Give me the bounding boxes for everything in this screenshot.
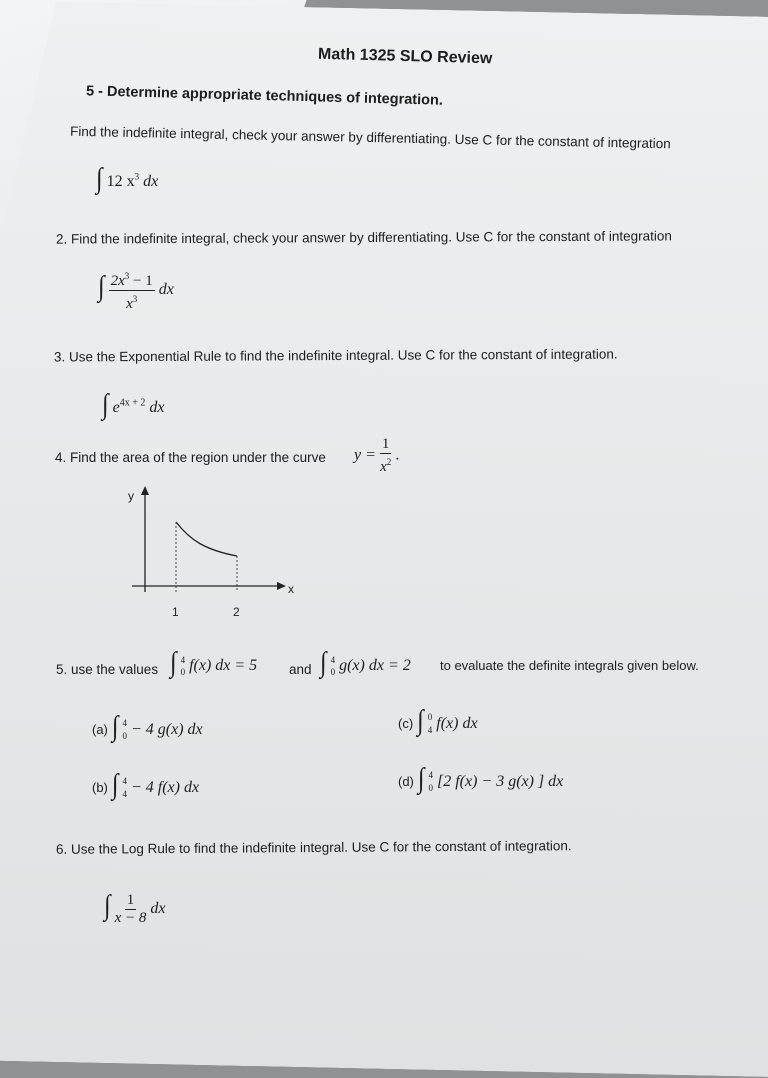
q5-part-a-lower: 0 (122, 731, 127, 742)
question-4-curve (354, 436, 399, 476)
q1-dx: dx (143, 173, 159, 190)
q5-part-d-expr: [2 f(x) − 3 g(x) ] dx (436, 773, 564, 790)
q2-denominator-exponent: 3 (132, 294, 138, 304)
q4-lhs: y = (354, 446, 376, 464)
q5-given-2-upper: 4 (330, 655, 336, 666)
q5-part-a-upper: 4 (122, 718, 127, 729)
q2-numerator-exponent: 3 (124, 271, 130, 281)
q5-part-b-lower: 4 (122, 789, 127, 800)
q4-period: . (395, 446, 400, 464)
q5-part-d-label: (d) (398, 774, 414, 789)
q5-part-c-upper: 0 (427, 712, 433, 723)
q5-part-d-upper: 4 (428, 770, 433, 781)
q3-exponent: 4x + 2 (119, 397, 146, 409)
question-2-text: 2. Find the indefinite integral, check your answer by differentiating. Use C for the constant of integration (55, 228, 672, 247)
q5-part-a-expr: − 4 g(x) dx (130, 721, 203, 738)
q5-given-1-upper: 4 (180, 655, 186, 666)
q5-part-b-label: (b) (92, 780, 108, 795)
q5-and: and (289, 662, 312, 677)
section-heading: 5 - Determine appropriate techniques of integration. (85, 83, 444, 109)
question-3-text: 3. Use the Exponential Rule to find the indefinite integral. Use C for the constant of integration. (53, 346, 618, 365)
q5-part-b-expr: − 4 f(x) dx (130, 779, 200, 796)
integral-sign-icon: ∫ (111, 769, 119, 801)
question-6-text: 6. Use the Log Rule to find the indefinite integral. Use C for the constant of integration. (55, 838, 572, 857)
q4-graph (110, 482, 310, 622)
q2-numerator: 2x (110, 273, 125, 289)
q2-denominator: x (126, 296, 133, 312)
integral-sign-icon: ∫ (417, 705, 424, 737)
q3-base: e (112, 399, 120, 416)
y-axis-label: y (128, 489, 134, 503)
q5-part-c (398, 705, 478, 737)
q5-given-2-expr: g(x) dx = 2 (339, 657, 411, 674)
integral-sign-icon: ∫ (320, 647, 327, 679)
question-1-expression (96, 163, 159, 195)
q2-numerator-rest: − 1 (129, 273, 153, 289)
q4-numerator: 1 (381, 436, 390, 452)
q6-numerator: 1 (126, 892, 135, 908)
q4-fraction (380, 436, 392, 476)
tick-label-1: 1 (172, 605, 179, 619)
x-axis-label: x (288, 582, 294, 596)
integral-sign-icon: ∫ (417, 763, 425, 795)
integral-sign-icon: ∫ (102, 389, 109, 421)
question-5-intro: 5. use the values (56, 662, 159, 677)
integral-sign-icon: ∫ (111, 711, 119, 743)
question-4-text: 4. Find the area of the region under the curve (55, 450, 326, 465)
q6-fraction (115, 892, 147, 927)
q5-given-1-expr: f(x) dx = 5 (189, 657, 258, 674)
integral-sign-icon: ∫ (98, 271, 105, 303)
q4-denominator-exponent: 2 (386, 457, 392, 467)
q5-part-d (398, 763, 564, 795)
q5-part-b-upper: 4 (122, 776, 127, 787)
q2-dx: dx (158, 281, 174, 299)
page-title: Math 1325 SLO Review (317, 45, 493, 68)
q5-part-c-expr: f(x) dx (436, 715, 478, 732)
q2-fraction (109, 268, 155, 313)
q6-dx: dx (150, 900, 166, 918)
tick-label-2: 2 (233, 605, 240, 619)
q5-part-a (92, 711, 203, 743)
integral-sign-icon: ∫ (170, 647, 177, 679)
q1-integrand: 12 x (106, 173, 135, 190)
question-2-expression (98, 268, 174, 313)
question-6-expression (104, 892, 165, 927)
x-axis-arrow-icon (277, 582, 286, 590)
q5-part-c-label: (c) (398, 716, 414, 731)
q5-given-1 (170, 647, 258, 679)
question-3-expression (102, 389, 165, 421)
q5-part-b (92, 769, 200, 801)
question-1-text: Find the indefinite integral, check your answer by differentiating. Use C for the constant of integration (69, 123, 671, 152)
q5-part-a-label: (a) (92, 722, 108, 737)
curve (176, 522, 237, 556)
q5-given-2-lower: 0 (330, 667, 336, 678)
y-axis-arrow-icon (141, 486, 149, 495)
q5-tail: to evaluate the definite integrals given below. (440, 658, 699, 673)
q5-part-d-lower: 0 (428, 783, 433, 794)
integral-sign-icon: ∫ (96, 163, 103, 195)
q5-part-c-lower: 4 (427, 725, 433, 736)
q5-given-2 (320, 647, 411, 679)
q4-denominator: x (380, 459, 387, 475)
q5-given-1-lower: 0 (180, 667, 186, 678)
q3-dx: dx (149, 399, 165, 416)
q1-exponent: 3 (134, 171, 140, 182)
integral-sign-icon: ∫ (104, 890, 111, 922)
q6-denominator: x − 8 (114, 910, 147, 926)
